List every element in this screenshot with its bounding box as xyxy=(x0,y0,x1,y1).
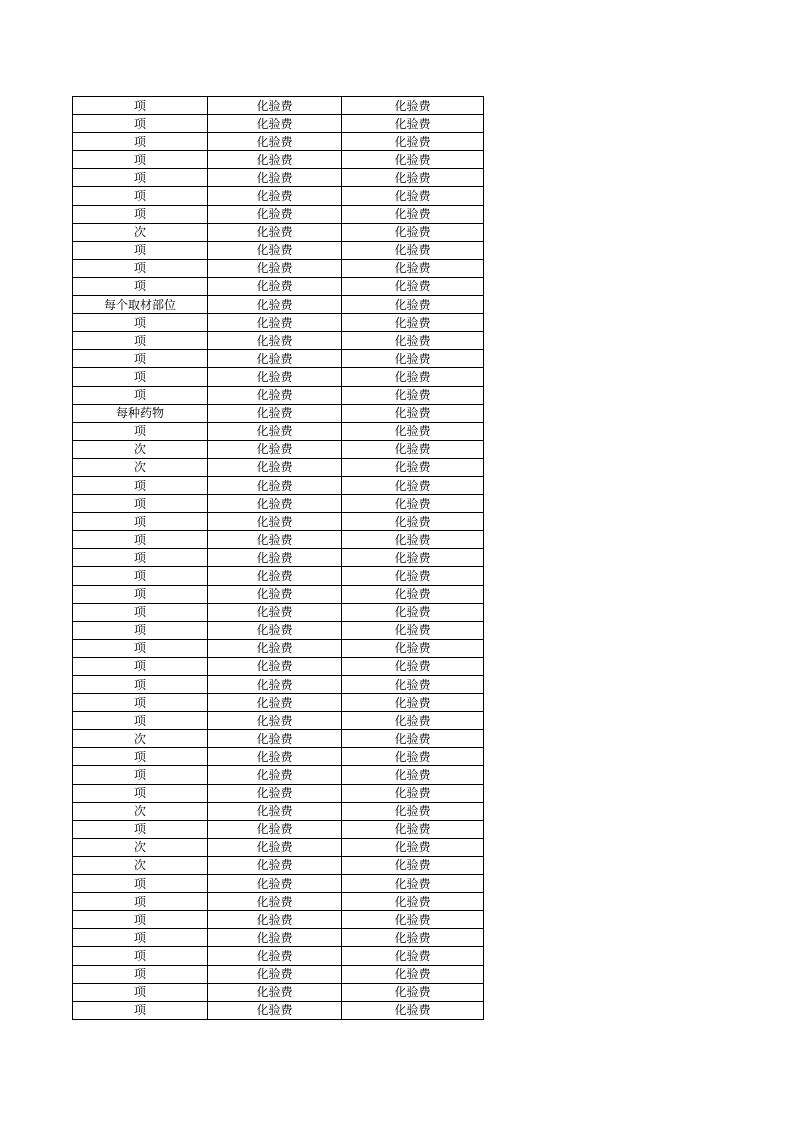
fee-type-cell: 化验费 xyxy=(342,947,484,965)
fee-type-cell: 化验费 xyxy=(342,603,484,621)
table-row xyxy=(73,603,484,621)
fee-type-cell: 化验费 xyxy=(342,911,484,929)
unit-cell: 项 xyxy=(73,585,208,603)
table-row xyxy=(73,802,484,820)
fee-type-cell: 化验费 xyxy=(342,368,484,386)
fee-type-cell: 化验费 xyxy=(342,296,484,314)
table-row xyxy=(73,115,484,133)
unit-cell: 每个取材部位 xyxy=(73,296,208,314)
fee-type-cell: 化验费 xyxy=(342,476,484,494)
unit-cell: 项 xyxy=(73,476,208,494)
unit-cell: 项 xyxy=(73,929,208,947)
fee-type-cell: 化验费 xyxy=(342,97,484,115)
table-row xyxy=(73,657,484,675)
category-cell: 化验费 xyxy=(208,187,342,205)
table-row xyxy=(73,965,484,983)
fee-type-cell: 化验费 xyxy=(342,585,484,603)
unit-cell: 项 xyxy=(73,241,208,259)
fee-type-cell: 化验费 xyxy=(342,730,484,748)
table-row xyxy=(73,531,484,549)
fee-type-cell: 化验费 xyxy=(342,748,484,766)
fee-type-cell: 化验费 xyxy=(342,277,484,295)
unit-cell: 项 xyxy=(73,277,208,295)
unit-cell: 次 xyxy=(73,730,208,748)
table-row xyxy=(73,223,484,241)
fee-type-cell: 化验费 xyxy=(342,838,484,856)
category-cell: 化验费 xyxy=(208,929,342,947)
unit-cell: 项 xyxy=(73,947,208,965)
unit-cell: 项 xyxy=(73,332,208,350)
table-row xyxy=(73,169,484,187)
fee-type-cell: 化验费 xyxy=(342,133,484,151)
category-cell: 化验费 xyxy=(208,567,342,585)
unit-cell: 次 xyxy=(73,856,208,874)
category-cell: 化验费 xyxy=(208,259,342,277)
category-cell: 化验费 xyxy=(208,368,342,386)
category-cell: 化验费 xyxy=(208,296,342,314)
category-cell: 化验费 xyxy=(208,766,342,784)
category-cell: 化验费 xyxy=(208,748,342,766)
category-cell: 化验费 xyxy=(208,476,342,494)
table-row xyxy=(73,748,484,766)
fee-type-cell: 化验费 xyxy=(342,621,484,639)
fee-type-cell: 化验费 xyxy=(342,440,484,458)
unit-cell: 项 xyxy=(73,603,208,621)
unit-cell: 项 xyxy=(73,694,208,712)
fee-type-cell: 化验费 xyxy=(342,549,484,567)
fee-type-cell: 化验费 xyxy=(342,458,484,476)
unit-cell: 项 xyxy=(73,676,208,694)
fee-type-cell: 化验费 xyxy=(342,893,484,911)
category-cell: 化验费 xyxy=(208,657,342,675)
category-cell: 化验费 xyxy=(208,115,342,133)
fee-type-cell: 化验费 xyxy=(342,875,484,893)
unit-cell: 项 xyxy=(73,422,208,440)
unit-cell: 项 xyxy=(73,567,208,585)
table-row xyxy=(73,621,484,639)
fee-type-cell: 化验费 xyxy=(342,802,484,820)
table-row xyxy=(73,386,484,404)
fee-type-cell: 化验费 xyxy=(342,332,484,350)
fee-type-cell: 化验费 xyxy=(342,676,484,694)
category-cell: 化验费 xyxy=(208,639,342,657)
table-row xyxy=(73,820,484,838)
table-row xyxy=(73,947,484,965)
fee-type-cell: 化验费 xyxy=(342,314,484,332)
table-row xyxy=(73,893,484,911)
category-cell: 化验费 xyxy=(208,784,342,802)
table-row xyxy=(73,296,484,314)
unit-cell: 项 xyxy=(73,531,208,549)
table-row xyxy=(73,133,484,151)
fee-type-cell: 化验费 xyxy=(342,205,484,223)
category-cell: 化验费 xyxy=(208,205,342,223)
unit-cell: 项 xyxy=(73,151,208,169)
unit-cell: 项 xyxy=(73,350,208,368)
category-cell: 化验费 xyxy=(208,676,342,694)
unit-cell: 项 xyxy=(73,965,208,983)
unit-cell: 项 xyxy=(73,820,208,838)
category-cell: 化验费 xyxy=(208,97,342,115)
category-cell: 化验费 xyxy=(208,223,342,241)
fee-type-cell: 化验费 xyxy=(342,657,484,675)
fee-type-cell: 化验费 xyxy=(342,151,484,169)
unit-cell: 项 xyxy=(73,1001,208,1019)
fee-type-cell: 化验费 xyxy=(342,766,484,784)
category-cell: 化验费 xyxy=(208,332,342,350)
fee-type-cell: 化验费 xyxy=(342,422,484,440)
fee-type-cell: 化验费 xyxy=(342,187,484,205)
category-cell: 化验费 xyxy=(208,458,342,476)
fee-type-cell: 化验费 xyxy=(342,820,484,838)
unit-cell: 项 xyxy=(73,549,208,567)
category-cell: 化验费 xyxy=(208,495,342,513)
fee-type-cell: 化验费 xyxy=(342,223,484,241)
category-cell: 化验费 xyxy=(208,893,342,911)
category-cell: 化验费 xyxy=(208,694,342,712)
unit-cell: 项 xyxy=(73,657,208,675)
table-row xyxy=(73,983,484,1001)
unit-cell: 项 xyxy=(73,187,208,205)
category-cell: 化验费 xyxy=(208,314,342,332)
table-row xyxy=(73,422,484,440)
table-row xyxy=(73,676,484,694)
unit-cell: 项 xyxy=(73,169,208,187)
unit-cell: 项 xyxy=(73,97,208,115)
unit-cell: 项 xyxy=(73,133,208,151)
category-cell: 化验费 xyxy=(208,1001,342,1019)
table-row xyxy=(73,205,484,223)
category-cell: 化验费 xyxy=(208,513,342,531)
fee-type-cell: 化验费 xyxy=(342,495,484,513)
unit-cell: 项 xyxy=(73,386,208,404)
unit-cell: 项 xyxy=(73,784,208,802)
table-row xyxy=(73,585,484,603)
unit-cell: 项 xyxy=(73,621,208,639)
category-cell: 化验费 xyxy=(208,350,342,368)
unit-cell: 项 xyxy=(73,115,208,133)
category-cell: 化验费 xyxy=(208,404,342,422)
unit-cell: 项 xyxy=(73,893,208,911)
category-cell: 化验费 xyxy=(208,386,342,404)
unit-cell: 项 xyxy=(73,513,208,531)
unit-cell: 次 xyxy=(73,458,208,476)
table-row xyxy=(73,875,484,893)
unit-cell: 项 xyxy=(73,911,208,929)
category-cell: 化验费 xyxy=(208,838,342,856)
category-cell: 化验费 xyxy=(208,802,342,820)
fee-type-cell: 化验费 xyxy=(342,965,484,983)
category-cell: 化验费 xyxy=(208,241,342,259)
unit-cell: 项 xyxy=(73,259,208,277)
table-row xyxy=(73,784,484,802)
fee-type-cell: 化验费 xyxy=(342,694,484,712)
table-row xyxy=(73,332,484,350)
unit-cell: 项 xyxy=(73,495,208,513)
table-row xyxy=(73,567,484,585)
fee-type-cell: 化验费 xyxy=(342,639,484,657)
table-row xyxy=(73,712,484,730)
category-cell: 化验费 xyxy=(208,820,342,838)
table-row xyxy=(73,911,484,929)
unit-cell: 项 xyxy=(73,639,208,657)
category-cell: 化验费 xyxy=(208,965,342,983)
table-row xyxy=(73,639,484,657)
table-row xyxy=(73,766,484,784)
unit-cell: 项 xyxy=(73,368,208,386)
table-row xyxy=(73,1001,484,1019)
fee-type-cell: 化验费 xyxy=(342,983,484,1001)
category-cell: 化验费 xyxy=(208,947,342,965)
table-row xyxy=(73,856,484,874)
fee-type-cell: 化验费 xyxy=(342,241,484,259)
table-row xyxy=(73,730,484,748)
category-cell: 化验费 xyxy=(208,983,342,1001)
table-row xyxy=(73,513,484,531)
fee-type-cell: 化验费 xyxy=(342,784,484,802)
unit-cell: 次 xyxy=(73,802,208,820)
category-cell: 化验费 xyxy=(208,603,342,621)
table-row xyxy=(73,259,484,277)
unit-cell: 次 xyxy=(73,838,208,856)
fee-type-cell: 化验费 xyxy=(342,115,484,133)
table-row xyxy=(73,929,484,947)
category-cell: 化验费 xyxy=(208,440,342,458)
fee-type-cell: 化验费 xyxy=(342,404,484,422)
unit-cell: 次 xyxy=(73,223,208,241)
category-cell: 化验费 xyxy=(208,169,342,187)
table-row xyxy=(73,151,484,169)
table-row xyxy=(73,368,484,386)
fee-type-cell: 化验费 xyxy=(342,856,484,874)
category-cell: 化验费 xyxy=(208,856,342,874)
unit-cell: 项 xyxy=(73,748,208,766)
unit-cell: 项 xyxy=(73,314,208,332)
table-row xyxy=(73,97,484,115)
fee-type-cell: 化验费 xyxy=(342,712,484,730)
table-row xyxy=(73,241,484,259)
fee-type-cell: 化验费 xyxy=(342,929,484,947)
category-cell: 化验费 xyxy=(208,151,342,169)
category-cell: 化验费 xyxy=(208,133,342,151)
fee-type-cell: 化验费 xyxy=(342,1001,484,1019)
fee-type-cell: 化验费 xyxy=(342,531,484,549)
fee-type-cell: 化验费 xyxy=(342,513,484,531)
category-cell: 化验费 xyxy=(208,730,342,748)
fee-table xyxy=(72,96,484,1020)
table-row xyxy=(73,549,484,567)
table-row xyxy=(73,314,484,332)
category-cell: 化验费 xyxy=(208,531,342,549)
fee-type-cell: 化验费 xyxy=(342,567,484,585)
category-cell: 化验费 xyxy=(208,422,342,440)
table-row xyxy=(73,187,484,205)
unit-cell: 项 xyxy=(73,205,208,223)
table-row xyxy=(73,838,484,856)
table-row xyxy=(73,694,484,712)
fee-type-cell: 化验费 xyxy=(342,259,484,277)
unit-cell: 项 xyxy=(73,983,208,1001)
unit-cell: 每种药物 xyxy=(73,404,208,422)
category-cell: 化验费 xyxy=(208,585,342,603)
category-cell: 化验费 xyxy=(208,712,342,730)
table-row xyxy=(73,404,484,422)
table-row xyxy=(73,440,484,458)
fee-table-body xyxy=(73,97,484,1020)
fee-type-cell: 化验费 xyxy=(342,386,484,404)
unit-cell: 项 xyxy=(73,712,208,730)
table-row xyxy=(73,458,484,476)
category-cell: 化验费 xyxy=(208,277,342,295)
fee-type-cell: 化验费 xyxy=(342,169,484,187)
fee-type-cell: 化验费 xyxy=(342,350,484,368)
category-cell: 化验费 xyxy=(208,549,342,567)
category-cell: 化验费 xyxy=(208,911,342,929)
unit-cell: 项 xyxy=(73,875,208,893)
table-row xyxy=(73,495,484,513)
table-row xyxy=(73,350,484,368)
table-row xyxy=(73,277,484,295)
unit-cell: 次 xyxy=(73,440,208,458)
unit-cell: 项 xyxy=(73,766,208,784)
category-cell: 化验费 xyxy=(208,875,342,893)
table-row xyxy=(73,476,484,494)
category-cell: 化验费 xyxy=(208,621,342,639)
